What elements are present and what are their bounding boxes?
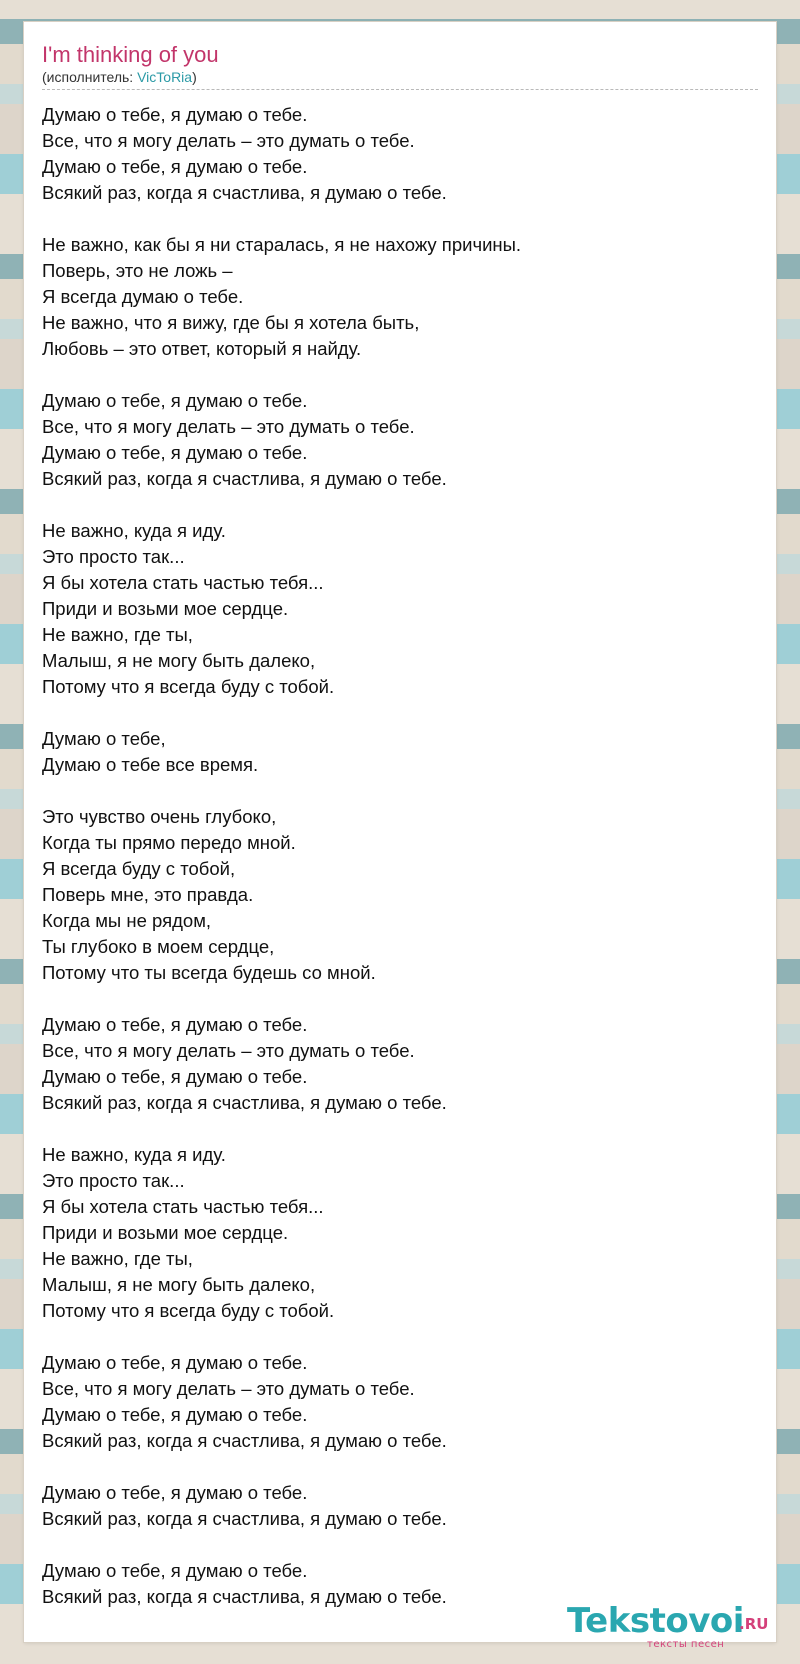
lyrics-line: Не важно, где ты, [42,1248,193,1269]
lyrics-stanza [42,804,762,986]
lyrics-line: Когда мы не рядом, [42,910,212,931]
lyrics-stanza [42,388,762,492]
lyrics-line: Думаю о тебе, я думаю о тебе. [42,1066,308,1087]
lyrics-line: Не важно, что я вижу, где бы я хотела быть, [42,312,420,333]
lyrics-line: Все, что я могу делать – это думать о тебе. [42,416,415,437]
lyrics-body [42,102,762,1636]
lyrics-stanza [42,1012,762,1116]
lyrics-line: Всякий раз, когда я счастлива, я думаю о тебе. [42,1430,447,1451]
logo-wordmark: Tekstovoi [567,1601,744,1641]
lyrics-line: Я всегда буду с тобой, [42,858,236,879]
lyrics-line: Всякий раз, когда я счастлива, я думаю о тебе. [42,468,447,489]
lyrics-stanza [42,518,762,700]
lyrics-line: Думаю о тебе, я думаю о тебе. [42,1352,308,1373]
lyrics-stanza [42,1480,762,1532]
lyrics-line: Думаю о тебе, [42,728,166,749]
lyrics-line: Не важно, где ты, [42,624,193,645]
lyrics-line: Всякий раз, когда я счастлива, я думаю о тебе. [42,182,447,203]
artist-link[interactable]: VicToRia [137,69,193,85]
lyrics-line: Думаю о тебе, я думаю о тебе. [42,156,308,177]
lyrics-line: Поверь мне, это правда. [42,884,254,905]
lyrics-line: Потому что ты всегда будешь со мной. [42,962,376,983]
lyrics-line: Все, что я могу делать – это думать о тебе. [42,1378,415,1399]
lyrics-line: Я бы хотела стать частью тебя... [42,572,324,593]
lyrics-line: Думаю о тебе, я думаю о тебе. [42,442,308,463]
lyrics-stanza [42,1350,762,1454]
site-logo[interactable] [567,1601,777,1653]
lyrics-line: Думаю о тебе, я думаю о тебе. [42,390,308,411]
lyrics-line: Любовь – это ответ, который я найду. [42,338,362,359]
artist-line [42,68,758,86]
lyrics-stanza [42,232,762,362]
lyrics-line: Приди и возьми мое сердце. [42,598,289,619]
lyrics-line: Думаю о тебе, я думаю о тебе. [42,1482,308,1503]
lyrics-line: Потому что я всегда буду с тобой. [42,1300,335,1321]
lyrics-line: Приди и возьми мое сердце. [42,1222,289,1243]
lyrics-stanza [42,102,762,206]
lyrics-line: Малыш, я не могу быть далеко, [42,650,316,671]
lyrics-line: Это чувство очень глубоко, [42,806,277,827]
lyrics-stanza [42,1142,762,1324]
song-title: I'm thinking of you [42,42,219,67]
lyrics-line: Все, что я могу делать – это думать о тебе. [42,1040,415,1061]
lyrics-stanza [42,726,762,778]
lyrics-line: Думаю о тебе все время. [42,754,259,775]
lyrics-line: Это просто так... [42,546,185,567]
lyrics-card [24,22,776,1650]
lyrics-line: Все, что я могу делать – это думать о тебе. [42,130,415,151]
lyrics-line: Всякий раз, когда я счастлива, я думаю о тебе. [42,1092,447,1113]
lyrics-line: Думаю о тебе, я думаю о тебе. [42,1560,308,1581]
lyrics-line: Думаю о тебе, я думаю о тебе. [42,104,308,125]
artist-suffix: ) [192,69,197,85]
lyrics-line: Всякий раз, когда я счастлива, я думаю о тебе. [42,1508,447,1529]
lyrics-line: Малыш, я не могу быть далеко, [42,1274,316,1295]
lyrics-line: Не важно, куда я иду. [42,1144,226,1165]
lyrics-line: Я всегда думаю о тебе. [42,286,244,307]
artist-prefix: (исполнитель: [42,69,138,85]
lyrics-line: Я бы хотела стать частью тебя... [42,1196,324,1217]
lyrics-line: Не важно, как бы я ни старалась, я не нахожу причины. [42,234,522,255]
lyrics-line: Поверь, это не ложь – [42,260,233,281]
logo-tagline: тексты песен [647,1639,725,1650]
lyrics-line: Не важно, куда я иду. [42,520,226,541]
song-header [42,42,758,90]
lyrics-line: Всякий раз, когда я счастлива, я думаю о тебе. [42,1586,447,1607]
lyrics-line: Думаю о тебе, я думаю о тебе. [42,1404,308,1425]
logo-domain-suffix: .RU [739,1615,769,1633]
lyrics-line: Думаю о тебе, я думаю о тебе. [42,1014,308,1035]
lyrics-line: Когда ты прямо передо мной. [42,832,296,853]
lyrics-line: Потому что я всегда буду с тобой. [42,676,335,697]
lyrics-line: Это просто так... [42,1170,185,1191]
lyrics-line: Ты глубоко в моем сердце, [42,936,275,957]
